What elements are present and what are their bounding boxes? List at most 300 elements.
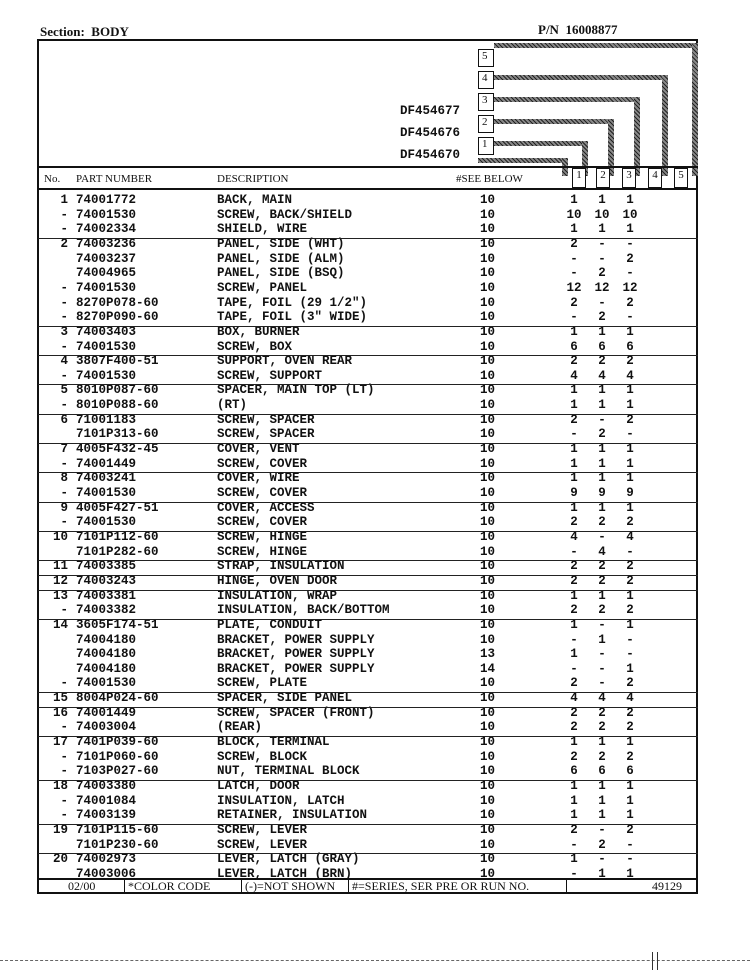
group-separator [38,780,698,781]
item-number: 7 [60,442,68,457]
qty-series-1: 6 [570,764,578,779]
qty-series-2: 1 [598,471,606,486]
part-number: 7101P282-60 [76,544,159,559]
part-description: COVER, WIRE [217,471,300,486]
qty-series-3: 9 [626,486,634,500]
see-below-value: 10 [480,544,496,559]
item-number: - [60,398,68,413]
part-number: 74003237 [76,251,137,266]
item-number: 18 [52,779,68,793]
qty-series-1: - [570,310,578,325]
part-number: 3605F174-51 [76,617,159,632]
qty-series-1: 2 [570,705,578,720]
pn-value: 16008877 [565,22,618,37]
qty-series-2: 2 [598,749,606,764]
part-description: PLATE, CONDUIT [217,617,323,632]
qty-series-2: 10 [594,207,610,222]
group-separator [38,238,698,239]
footer-series-note: #=SERIES, SER PRE OR RUN NO. [348,879,566,894]
part-number: 8010P088-60 [76,398,159,413]
part-description: RETAINER, INSULATION [217,808,368,823]
group-separator [38,736,698,737]
qty-series-3: 2 [626,603,634,618]
see-below-value: 10 [480,808,496,823]
qty-series-2: - [598,529,606,544]
qty-series-1: 1 [570,808,578,823]
part-number: 74004180 [76,632,137,647]
qty-series-3: - [626,310,634,325]
part-number: 74003382 [76,603,137,618]
part-number: 71001183 [76,412,137,427]
qty-series-2: 2 [598,603,606,618]
column-header-1: 1 [572,168,586,188]
part-number: 7101P230-60 [76,837,159,852]
part-number: 74004965 [76,266,137,281]
qty-series-1: 1 [570,793,578,808]
part-number: 74004180 [76,661,137,676]
scan-edge-line [0,960,750,961]
group-separator [38,531,698,532]
qty-series-3: 4 [626,691,634,706]
see-below-value: 10 [480,207,496,222]
qty-series-2: - [598,236,606,251]
part-description: SCREW, BLOCK [217,749,308,764]
see-below-value: 10 [480,603,496,618]
qty-series-2: - [598,852,606,867]
qty-series-3: 1 [626,324,634,339]
item-number: 8 [60,471,68,486]
part-number: 74003139 [76,808,137,823]
qty-series-1: 4 [570,368,578,383]
model-number: DF454677 [400,104,461,118]
item-number: 10 [52,529,68,544]
item-number: - [60,749,68,764]
connector-line-5-vertical [692,43,698,176]
part-number: 74003241 [76,471,137,486]
see-below-value: 10 [480,456,496,471]
part-description: SPACER, SIDE PANEL [217,691,353,706]
qty-series-2: 6 [598,339,606,354]
qty-series-3: 1 [626,735,634,750]
qty-series-1: 12 [566,280,582,295]
qty-series-2: 1 [598,808,606,823]
group-separator [38,502,698,503]
qty-series-1: 9 [570,486,578,500]
qty-series-2: 1 [598,442,606,457]
qty-series-2: 1 [598,222,606,237]
see-below-value: 10 [480,193,496,207]
item-number: - [60,456,68,471]
part-number: 8270P078-60 [76,295,159,310]
part-number: 74003236 [76,236,137,251]
group-separator [38,619,698,620]
part-number: 74001449 [76,705,137,720]
part-description: SCREW, LEVER [217,822,308,837]
part-number: 8010P087-60 [76,383,159,398]
qty-series-2: 1 [598,398,606,413]
qty-series-1: - [570,427,578,442]
qty-series-2: 12 [594,280,610,295]
qty-series-2: 2 [598,559,606,574]
qty-series-1: 6 [570,339,578,354]
qty-series-2: 4 [598,368,606,383]
qty-series-2: 1 [598,866,606,881]
item-number: - [60,676,68,691]
qty-series-2: 2 [598,354,606,369]
item-number: - [60,515,68,530]
group-separator [38,824,698,825]
qty-series-3: 2 [626,749,634,764]
part-description: PANEL, SIDE (WHT) [217,236,345,251]
qty-series-1: - [570,661,578,676]
see-below-value: 10 [480,500,496,515]
qty-series-2: 1 [598,500,606,515]
connector-line-2 [494,119,614,124]
model-number: DF454676 [400,126,461,140]
see-below-value: 10 [480,705,496,720]
series-box-1: 1 [478,137,494,155]
part-description: COVER, ACCESS [217,500,315,515]
qty-series-3: 1 [626,456,634,471]
qty-series-3: 1 [626,383,634,398]
qty-series-1: 10 [566,207,582,222]
part-number: 74001084 [76,793,137,808]
part-description: BOX, BURNER [217,324,300,339]
qty-series-2: 1 [598,735,606,750]
qty-series-1: 2 [570,515,578,530]
qty-series-3: - [626,544,634,559]
see-below-value: 10 [480,222,496,237]
qty-series-3: 1 [626,222,634,237]
part-number: 74001772 [76,193,137,207]
qty-series-1: 2 [570,236,578,251]
qty-series-3: - [626,837,634,852]
part-number: 74001530 [76,515,137,530]
see-below-value: 10 [480,324,496,339]
column-header-no: No. [44,173,61,185]
part-number: 74003403 [76,324,137,339]
part-number: 8004P024-60 [76,691,159,706]
see-below-value: 10 [480,852,496,867]
column-header-description: DESCRIPTION [217,173,289,185]
column-header-3: 3 [622,168,636,188]
qty-series-2: - [598,676,606,691]
qty-series-1: 1 [570,471,578,486]
see-below-value: 10 [480,529,496,544]
item-number: 11 [52,559,68,574]
qty-series-3: 2 [626,822,634,837]
qty-series-2: 2 [598,720,606,735]
group-separator [38,560,698,561]
qty-series-1: 2 [570,573,578,588]
part-description: NUT, TERMINAL BLOCK [217,764,360,779]
footer-page-number: 49129 [566,879,696,894]
qty-series-1: 2 [570,749,578,764]
qty-series-2: 2 [598,705,606,720]
qty-series-3: - [626,427,634,442]
qty-series-1: 1 [570,324,578,339]
qty-series-3: 2 [626,515,634,530]
item-number: 14 [52,617,68,632]
group-separator [38,384,698,385]
qty-series-3: 4 [626,529,634,544]
connector-line-5 [494,43,698,48]
qty-series-1: - [570,266,578,281]
connector-line-3-vertical [634,97,640,176]
see-below-value: 10 [480,793,496,808]
qty-series-3: 2 [626,573,634,588]
part-number: 7101P115-60 [76,822,159,837]
part-description: TAPE, FOIL (3" WIDE) [217,310,368,325]
part-number: 74001530 [76,676,137,691]
item-number: 12 [52,573,68,588]
connector-line-4-vertical [662,75,668,176]
qty-series-3: 2 [626,559,634,574]
item-number: 4 [60,354,68,369]
qty-series-1: 1 [570,222,578,237]
qty-series-3: 1 [626,193,634,207]
section-value: BODY [91,24,129,39]
section-key: Section: [40,24,85,39]
column-header-see-below: #SEE BELOW [456,173,523,185]
qty-series-1: - [570,866,578,881]
part-number: 74002334 [76,222,137,237]
qty-series-2: 1 [598,779,606,793]
part-description: SCREW, HINGE [217,529,308,544]
qty-series-2: 2 [598,837,606,852]
item-number: 16 [52,705,68,720]
part-description: PANEL, SIDE (BSQ) [217,266,345,281]
part-number-header [538,22,617,38]
item-number: - [60,310,68,325]
qty-series-2: 1 [598,632,606,647]
qty-series-3: 1 [626,617,634,632]
column-header-5: 5 [674,168,688,188]
qty-series-3: 4 [626,368,634,383]
item-number: - [60,280,68,295]
item-number: - [60,793,68,808]
qty-series-3: 1 [626,793,634,808]
qty-series-3: 12 [622,280,638,295]
part-number: 74002973 [76,852,137,867]
part-number: 7401P039-60 [76,735,159,750]
part-description: BRACKET, POWER SUPPLY [217,661,375,676]
part-description: SUPPORT, OVEN REAR [217,354,353,369]
part-description: SCREW, SPACER [217,427,315,442]
see-below-value: 14 [480,661,496,676]
item-number: 2 [60,236,68,251]
see-below-value: 10 [480,471,496,486]
qty-series-2: - [598,412,606,427]
part-description: HINGE, OVEN DOOR [217,573,338,588]
qty-series-3: 6 [626,764,634,779]
part-number: 8270P090-60 [76,310,159,325]
part-description: PANEL, SIDE (ALM) [217,251,345,266]
qty-series-1: 1 [570,617,578,632]
qty-series-2: 1 [598,793,606,808]
qty-series-2: - [598,647,606,662]
qty-series-3: 1 [626,779,634,793]
qty-series-2: 1 [598,588,606,603]
see-below-value: 10 [480,515,496,530]
part-description: INSULATION, LATCH [217,793,345,808]
item-number: 9 [60,500,68,515]
qty-series-1: 2 [570,822,578,837]
see-below-value: 10 [480,427,496,442]
item-number: 17 [52,735,68,750]
qty-series-1: 1 [570,500,578,515]
part-number: 74003004 [76,720,137,735]
qty-series-3: 1 [626,661,634,676]
model-number: DF454670 [400,148,461,162]
see-below-value: 10 [480,588,496,603]
item-number: 19 [52,822,68,837]
series-box-5: 5 [478,49,494,67]
qty-series-1: - [570,837,578,852]
item-number: 15 [52,691,68,706]
qty-series-2: 1 [598,383,606,398]
qty-series-3: 2 [626,705,634,720]
footer-color-code: *COLOR CODE [124,879,242,894]
see-below-value: 10 [480,442,496,457]
part-number: 7103P027-60 [76,764,159,779]
part-description: INSULATION, WRAP [217,588,338,603]
part-description: SCREW, COVER [217,486,308,500]
column-header-part-number: PART NUMBER [76,173,153,185]
see-below-value: 13 [480,647,496,662]
part-description: LEVER, LATCH (BRN) [217,866,353,881]
part-description: TAPE, FOIL (29 1/2") [217,295,368,310]
part-description: BLOCK, TERMINAL [217,735,330,750]
item-number: - [60,339,68,354]
qty-series-3: 2 [626,354,634,369]
item-number: 13 [52,588,68,603]
part-description: SCREW, BACK/SHIELD [217,207,353,222]
qty-series-1: - [570,544,578,559]
connector-line-3 [494,97,640,102]
item-number: - [60,368,68,383]
qty-series-3: 10 [622,207,638,222]
qty-series-1: 2 [570,720,578,735]
qty-series-1: 1 [570,588,578,603]
see-below-value: 10 [480,236,496,251]
part-description: SCREW, SPACER (FRONT) [217,705,375,720]
group-separator [38,707,698,708]
qty-series-3: 1 [626,500,634,515]
see-below-value: 10 [480,339,496,354]
part-number: 74003385 [76,559,137,574]
column-header-4: 4 [648,168,662,188]
column-header-2: 2 [596,168,610,188]
qty-series-1: 1 [570,647,578,662]
qty-series-3: 1 [626,398,634,413]
see-below-value: 10 [480,280,496,295]
part-description: SCREW, COVER [217,515,308,530]
qty-series-2: 2 [598,573,606,588]
item-number: - [60,207,68,222]
item-number: - [60,720,68,735]
qty-series-2: 1 [598,456,606,471]
qty-series-2: 4 [598,691,606,706]
item-number: 6 [60,412,68,427]
part-description: (RT) [217,398,248,413]
qty-series-2: 2 [598,266,606,281]
qty-series-3: 1 [626,588,634,603]
part-number: 74003006 [76,866,137,881]
qty-series-2: 9 [598,486,606,500]
qty-series-2: 4 [598,544,606,559]
part-number: 3807F400-51 [76,354,159,369]
series-box-4: 4 [478,71,494,89]
item-number: 20 [52,852,68,867]
see-below-value: 10 [480,368,496,383]
qty-series-1: 1 [570,383,578,398]
qty-series-2: 1 [598,193,606,207]
see-below-value: 10 [480,412,496,427]
part-number: 74001530 [76,368,137,383]
header-bottom-rule [38,188,698,190]
part-description: COVER, VENT [217,442,300,457]
part-description: SCREW, PLATE [217,676,308,691]
qty-series-3: 2 [626,412,634,427]
section-label [40,24,129,40]
part-number: 74004180 [76,647,137,662]
see-below-value: 10 [480,866,496,881]
qty-series-2: 2 [598,515,606,530]
see-below-value: 10 [480,383,496,398]
part-description: SCREW, HINGE [217,544,308,559]
series-box-2: 2 [478,115,494,133]
qty-series-3: - [626,852,634,867]
qty-series-3: 1 [626,866,634,881]
see-below-value: 10 [480,779,496,793]
qty-series-1: 2 [570,354,578,369]
qty-series-3: 2 [626,251,634,266]
part-number: 4005F432-45 [76,442,159,457]
part-description: SCREW, PANEL [217,280,308,295]
see-below-value: 10 [480,691,496,706]
see-below-value: 10 [480,559,496,574]
qty-series-2: 1 [598,324,606,339]
part-number: 74001530 [76,486,137,500]
qty-series-3: 1 [626,808,634,823]
see-below-value: 10 [480,398,496,413]
qty-series-3: - [626,647,634,662]
see-below-value: 10 [480,720,496,735]
group-separator [38,472,698,473]
part-number: 74003243 [76,573,137,588]
item-number: - [60,764,68,779]
qty-series-2: 2 [598,427,606,442]
part-description: LEVER, LATCH (GRAY) [217,852,360,867]
see-below-value: 10 [480,764,496,779]
group-separator [38,443,698,444]
group-separator [38,853,698,854]
qty-series-3: 1 [626,471,634,486]
group-separator [38,326,698,327]
qty-series-1: 1 [570,193,578,207]
qty-series-1: 1 [570,456,578,471]
part-number: 7101P112-60 [76,529,159,544]
pn-key: P/N [538,22,559,37]
part-number: 74001530 [76,207,137,222]
see-below-value: 10 [480,310,496,325]
part-number: 74001530 [76,339,137,354]
see-below-value: 10 [480,251,496,266]
part-description: LATCH, DOOR [217,779,300,793]
qty-series-2: - [598,295,606,310]
part-description: SCREW, COVER [217,456,308,471]
